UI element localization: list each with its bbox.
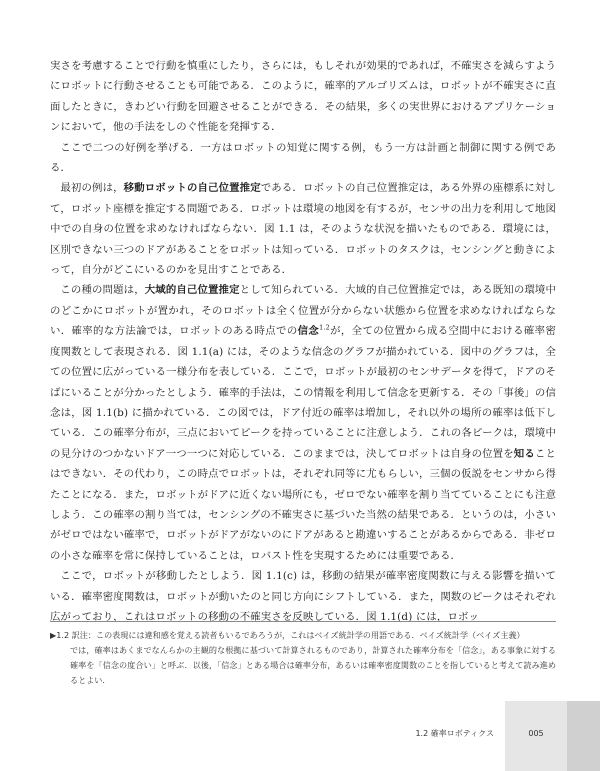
text-run: として知られている．大域的自己位置推定では，ある既知の環境中のどこかにロボットが置かれ，そのロボットは全く位置が分からない状態から位置を求めなければならない．確率的な方法論では，ロボットのある時点での (50, 284, 556, 338)
edge-tab-strip (567, 701, 600, 771)
text-run: 最初の例は， (60, 182, 124, 195)
text-run: ことはできない．その代わり，この時点でロボットは，それぞれ同等に尤もらしい，三個の仮説をセンサから得たことになる．また，ロボットがドアに近くない場所にも，ゼロでない確率を割り当てていることにも注意しよう．この確率の割り当ては，センシングの不確実さに基づいた当然の結果である．というのは，小さいがゼロではない確率で，ロボットがドアがないのにドアがあると勘違いすることがあるからである．非ゼロの小さな確率を常に保持していることは，ロバスト性を実現するためには重要である． (50, 447, 556, 562)
bold-term: 移動ロボットの自己位置推定 (123, 182, 261, 195)
bold-term: 大域的自己位置推定 (144, 284, 240, 297)
text-run: ここで，ロボットが移動したとしよう．図 1.1(c) は，移動の結果が確率密度関数に与える影響を描いている．確率密度関数は，ロボットが動いたのと同じ方向にシフトしている．また，関数のピークはそれぞれ広がっており，これはロボットの移動の不確実さを反映している．図 1.1(d) には，ロボッ (50, 570, 556, 623)
text-run: ここで二つの好例を挙げる．一方はロボットの知覚に関する例，もう一方は計画と制御に関する例である． (50, 141, 556, 175)
footnote-marker: ▶1.2 (50, 630, 70, 640)
text-run: である．ロボットの自己位置推定は，ある外界の座標系に対して，ロボット座標を推定する問題である．ロボットは環境の地図を有するが，センサの出力を利用して地図中での自身の位置を求めなければならない．図 1.1 は，そのような状況を描いたものである．環境には，区別できない三つのドアがあることをロボットは知っている．ロボットのタスクは，センシングと動きによって，自分がどこにいるのかを見出すことである． (50, 182, 557, 277)
footnote-heading: 訳注： (71, 630, 96, 640)
footnote (50, 628, 556, 688)
paragraph (50, 138, 556, 179)
footnote-first-line (50, 628, 556, 643)
footnote-text-first: この表現には違和感を覚える読者もいるであろうが，これはベイズ統計学の用語である．ベイズ統計学（ベイズ主義） (95, 630, 525, 640)
page-number: 005 (528, 729, 544, 738)
text-run: が，全ての位置から成る空間中における確率密度関数として表現される．図 1.1(a) には，そのような信念のグラフが描かれている．図中のグラフは，全ての位置に広がっている一様分布を表している．ここで，ロボットが最初のセンサデータを得て，ドアのそばにいることが分かったとしよう．確率的手法は，この情報を利用して信念を更新する．その「事後」の信念は，図 1.1(b) に描かれている．この図では，ドア付近の確率は増加し，それ以外の場所の確率は低下している．この確率分布が，三点においてピークを持っていることに注意しよう．これの各ピークは，環境中の見分けのつかないドア一つ一つに対応している．このままでは，決してロボットは自身の位置を (50, 325, 556, 460)
running-footer: 1.2 確率ロボティクス (415, 729, 494, 738)
text-run: 実さを考慮することで行動を慎重にしたり，さらには，もしそれが効果的であれば，不確実さを減らすようにロボットに行動させることも可能である．このように，確率的アルゴリズムは，ロボットが不確実さに直面したときに，きわどい行動を回避させることができる．その結果，多くの実世界におけるアプリケーションにおいて，他の手法をしのぐ性能を発揮する． (50, 60, 556, 134)
paragraph (50, 178, 556, 280)
paragraph (50, 56, 556, 138)
bold-term: 知る (513, 447, 535, 460)
body-text (50, 56, 556, 627)
bold-term: 信念 (297, 325, 320, 338)
text-run: この種の問題は， (60, 284, 145, 297)
page-number-tab (505, 701, 567, 771)
footnote-text-rest: では，確率はあくまでなんらかの主観的な根拠に基づいて計算されるものであり，計算された確率分布を「信念」，ある事象に対する確率を「信念の度合い」と呼ぶ．以後，「信念」とある場合は確率分布，あるいは確率密度関数のことを指していると考えて読み進めるとよい． (70, 645, 556, 685)
footnote-ref: 1.2 (319, 323, 330, 332)
paragraph (50, 280, 556, 566)
footnote-divider (50, 621, 556, 622)
paragraph (50, 566, 556, 627)
